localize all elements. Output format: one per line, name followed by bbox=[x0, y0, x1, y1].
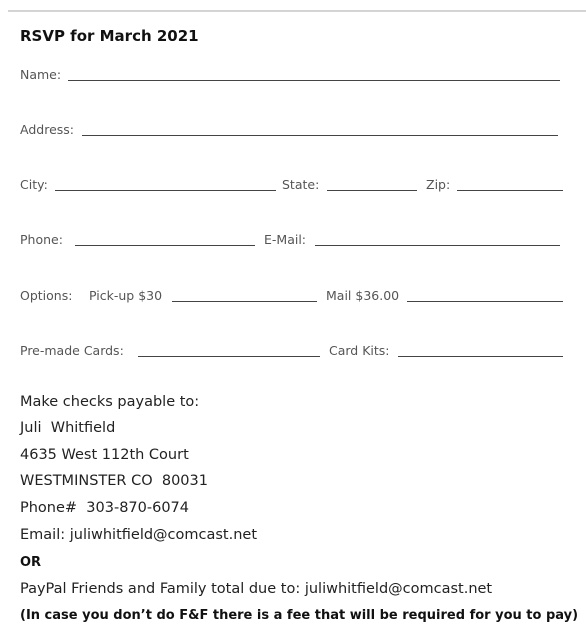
payee-email: Email: juliwhitfield@comcast.net bbox=[20, 527, 258, 543]
state-label: State: bbox=[282, 177, 320, 192]
address-field[interactable] bbox=[82, 135, 558, 136]
card-kits-label: Card Kits: bbox=[329, 343, 390, 358]
premade-cards-field[interactable] bbox=[138, 356, 320, 357]
payee-street: 4635 West 112th Court bbox=[20, 447, 189, 463]
options-label: Options: bbox=[20, 288, 73, 303]
phone-email-row bbox=[20, 231, 580, 249]
phone-label: Phone: bbox=[20, 232, 63, 247]
mail-label: Mail $36.00 bbox=[326, 288, 400, 303]
top-divider bbox=[8, 10, 586, 12]
address-label: Address: bbox=[20, 122, 74, 137]
or-separator: OR bbox=[20, 555, 42, 570]
payee-city: WESTMINSTER CO 80031 bbox=[20, 473, 208, 489]
city-field[interactable] bbox=[55, 190, 276, 191]
name-label: Name: bbox=[20, 67, 62, 82]
phone-field[interactable] bbox=[75, 245, 255, 246]
email-label: E-Mail: bbox=[264, 232, 307, 247]
city-label: City: bbox=[20, 177, 48, 192]
pickup-label: Pick-up $30 bbox=[89, 288, 163, 303]
state-field[interactable] bbox=[327, 190, 417, 191]
payee-phone: Phone# 303-870-6074 bbox=[20, 500, 190, 516]
mail-field[interactable] bbox=[407, 301, 563, 302]
city-state-zip-row bbox=[20, 176, 580, 194]
options-row bbox=[20, 287, 580, 305]
checks-payable-line: Make checks payable to: bbox=[20, 394, 200, 410]
cards-row bbox=[20, 342, 580, 360]
zip-label: Zip: bbox=[426, 177, 451, 192]
form-title: RSVP for March 2021 bbox=[20, 27, 199, 45]
address-row bbox=[20, 121, 580, 139]
email-field[interactable] bbox=[315, 245, 560, 246]
card-kits-field[interactable] bbox=[398, 356, 563, 357]
payee-name: Juli Whitfield bbox=[20, 420, 116, 436]
premade-cards-label: Pre-made Cards: bbox=[20, 343, 124, 358]
paypal-line: PayPal Friends and Family total due to: juliwhitfield@comcast.net bbox=[20, 581, 493, 597]
zip-field[interactable] bbox=[457, 190, 563, 191]
fee-note: (In case you don’t do F&F there is a fee that will be required for you to pay) bbox=[20, 608, 579, 623]
name-field[interactable] bbox=[68, 80, 560, 81]
pickup-field[interactable] bbox=[172, 301, 317, 302]
name-row bbox=[20, 66, 580, 84]
